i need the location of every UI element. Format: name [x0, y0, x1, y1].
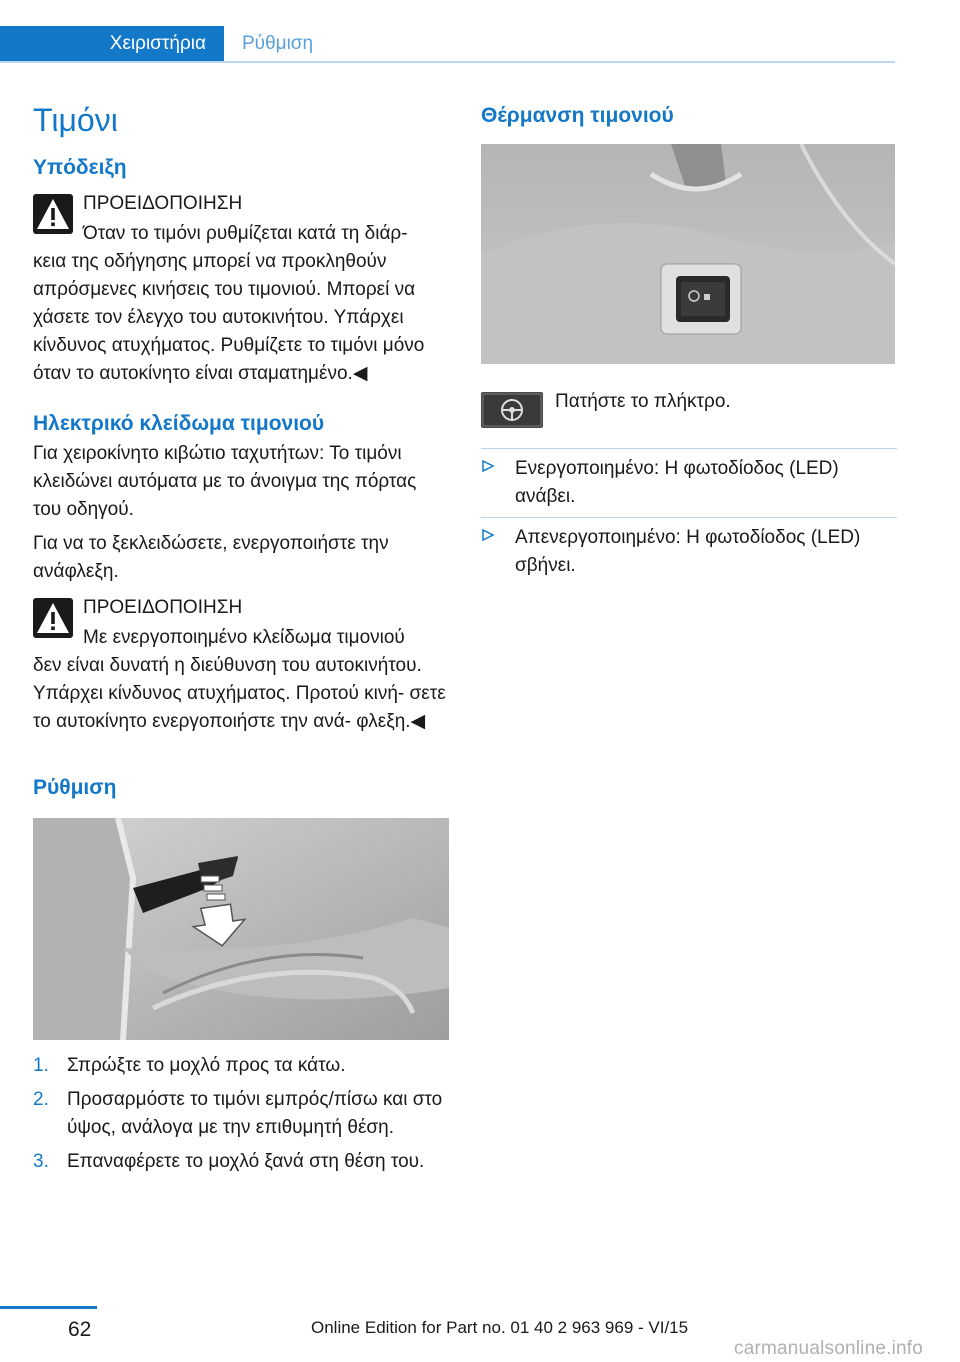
- heating-button-row: [481, 388, 897, 448]
- right-column: [481, 100, 897, 586]
- warning-text: δεν είναι δυνατή η διεύθυνση του αυτοκινήτου. Υπάρχει κίνδυνος ατυχήματος. Προτού κινή‐ σετε το αυτοκίνητο ενεργοποιήστε την ανά‐ φλεξη.◀: [33, 655, 446, 732]
- section-title: Τιμόνι: [33, 102, 118, 138]
- adjustment-heading: Ρύθμιση: [33, 776, 117, 799]
- warning-text-start: Με ενεργοποιημένο κλείδωμα τιμονιού: [83, 627, 405, 648]
- heating-button-photo: [481, 144, 895, 364]
- left-column: [33, 100, 449, 1182]
- triangle-bullet-icon: [481, 459, 495, 473]
- heating-heading: Θέρμανση τιμονιού: [481, 104, 674, 127]
- warning-label: ΠΡΟΕΙΔΟΠΟΙΗΣΗ: [83, 597, 243, 618]
- steering-lock-paragraph: Για χειροκίνητο κιβώτιο ταχυτήτων: Το τιμόνι κλειδώνει αυτόματα με το άνοιγμα της πόρτας του οδηγού.: [33, 443, 417, 520]
- hint-heading: Υπόδειξη: [33, 156, 127, 179]
- header-divider: [0, 61, 895, 63]
- list-item: 3. Επαναφέρετε το μοχλό ξανά στη θέση του.: [33, 1151, 425, 1172]
- tab-controls[interactable]: Χειριστήρια: [0, 26, 224, 61]
- page-header: [0, 0, 960, 64]
- warning-text-start: Όταν το τιμόνι ρυθμίζεται κατά τη διάρ‐: [83, 223, 408, 244]
- tab-adjustment[interactable]: Ρύθμιση: [242, 33, 314, 54]
- unlock-paragraph: Για να το ξεκλειδώσετε, ενεργοποιήστε την ανάφλεξη.: [33, 533, 389, 582]
- warning-triangle-icon: [33, 194, 73, 234]
- warning-text: κεια της οδήγησης μπορεί να προκληθούν απρόσμενες κινήσεις του τιμονιού. Μπορεί να χάσετε τον έλεγχο του αυτοκινήτου. Υπάρχει κίνδυνος ατυχήματος. Ρυθμίζετε το τιμόνι μόνο όταν το αυτοκίνητο είναι σταματημένο.◀: [33, 251, 425, 384]
- list-item: 1. Σπρώξτε το μοχλό προς τα κάτω.: [33, 1055, 346, 1076]
- list-item: Απενεργοποιημένο: Η φωτοδίοδος (LED) σβήνει.: [481, 517, 897, 586]
- watermark: carmanualsonline.info: [734, 1338, 924, 1359]
- edition-note: Online Edition for Part no. 01 40 2 963 969 - VI/15: [311, 1318, 689, 1337]
- button-instruction: Πατήστε το πλήκτρο.: [555, 391, 731, 412]
- steering-lever-photo: [33, 818, 449, 1040]
- warning-triangle-icon: [33, 598, 73, 638]
- led-status-list: [481, 448, 897, 586]
- warning-label: ΠΡΟΕΙΔΟΠΟΙΗΣΗ: [83, 193, 243, 214]
- list-item: 2. Προσαρμόστε το τιμόνι εμπρός/πίσω και στο ύψος, ανάλογα με την επιθυμητή θέση.: [33, 1089, 443, 1138]
- steering-lock-heading: Ηλεκτρικό κλείδωμα τιμονιού: [33, 412, 325, 435]
- triangle-bullet-icon: [481, 528, 495, 542]
- list-item: Ενεργοποιημένο: Η φωτοδίοδος (LED) ανάβει.: [481, 448, 897, 517]
- adjustment-steps: [33, 1052, 449, 1176]
- page-number: 62: [68, 1318, 92, 1341]
- warning-block-adjust: [33, 190, 449, 388]
- heated-steering-wheel-button-icon: [481, 392, 543, 428]
- warning-block-lock: [33, 594, 449, 736]
- footer-divider: [0, 1306, 97, 1309]
